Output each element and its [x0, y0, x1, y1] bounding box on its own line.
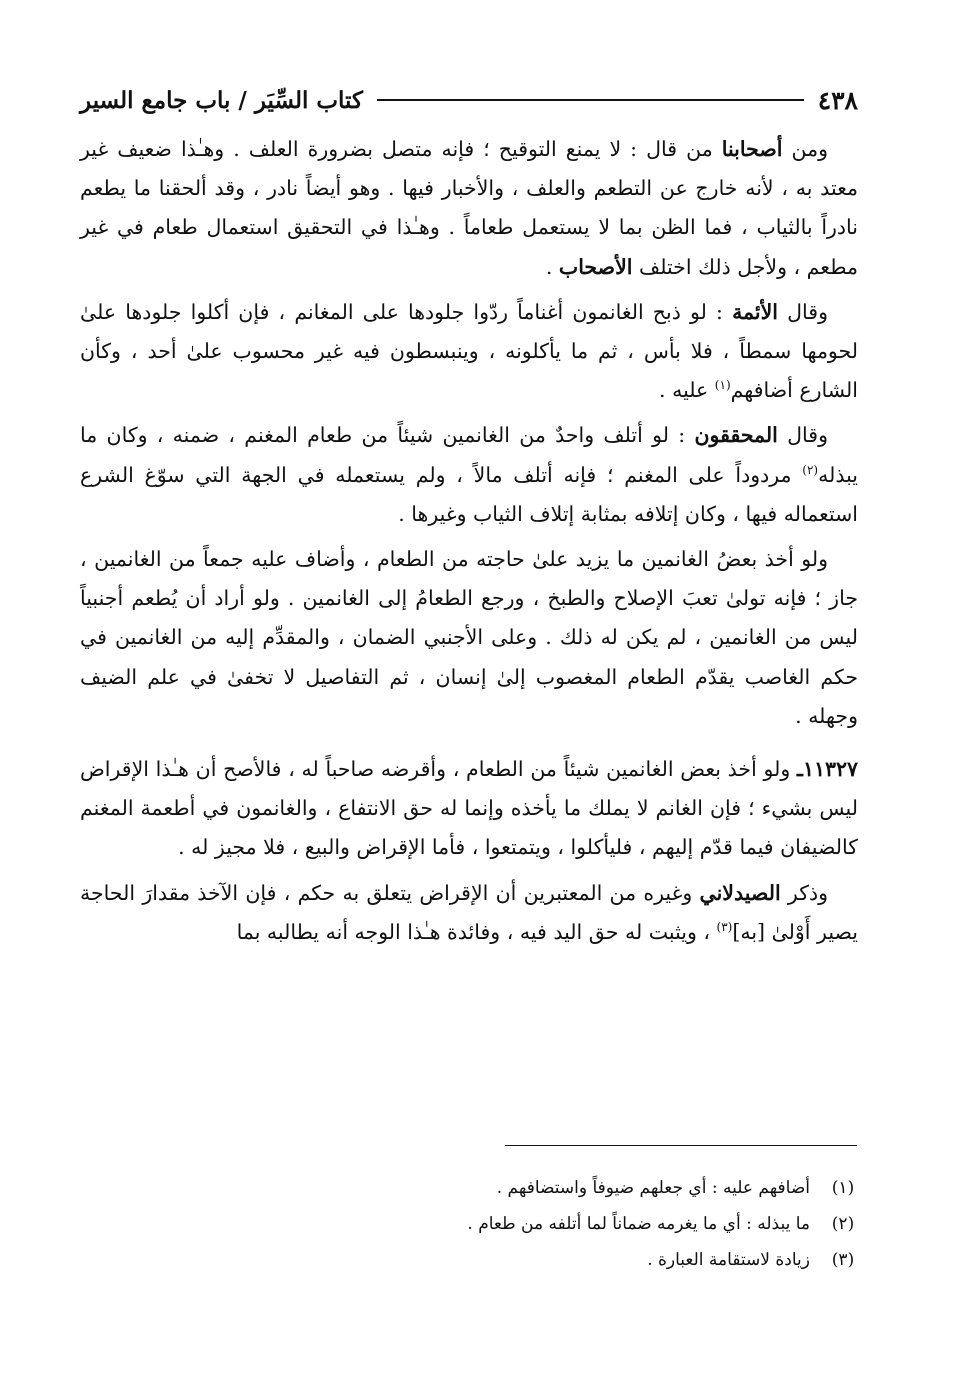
- paragraph: ولو أخذ بعضُ الغانمين ما يزيد علىٰ حاجته من الطعام ، وأضاف عليه جمعاً من الغانمين ، جاز ؛ فإنه تولىٰ تعبَ الإصلاح والطبخ ، ورجع الطعامُ إلى الغانمين . ولو أراد أن يُطعم أجنبياً ليس من الغانمين ، لم يكن له ذلك . وعلى الأجنبي الضمان ، والمقدِّم إليه من الغانمين في حكم الغاصب يقدّم الطعام المغصوب إلىٰ إنسان ، ثم التفاصيل لا تخفىٰ في علم الضيف وجهله .: [80, 547, 858, 728]
- paragraph: وقال المحققون : لو أتلف واحدٌ من الغانمين شيئاً من طعام المغنم ، ضمنه ، وكان ما يبذله$^{(٢)}$ مردوداً على المغنم ؛ فإنه أتلف مالاً ، ولم يستعمله في الجهة التي سوّغ الشرع استعماله فيها ، وكان إتلافه بمثابة إتلاف الثياب وغيرها .: [80, 423, 858, 526]
- main-text: [80, 130, 858, 958]
- running-title: كتاب السِّيَر / باب جامع السير: [80, 86, 363, 114]
- issue-number: ١١٣٢٧ـ: [796, 757, 858, 782]
- page-header: [80, 78, 858, 122]
- footnote-ref: (٢): [802, 462, 819, 477]
- paragraph: وذكر الصيدلاني وغيره من المعتبرين أن الإقراض يتعلق به حكم ، فإن الآخذ مقدارَ الحاجة يصير أَوْلىٰ [به]$^{(٣)}$ ، ويثبت له حق اليد فيه ، وفائدة هـٰذا الوجه أنه يطالبه بما: [80, 880, 858, 944]
- footnote: (٣) زيادة لاستقامة العبارة .: [647, 1250, 855, 1270]
- header-rule: [377, 99, 804, 101]
- footnote: (١) أضافهم عليه : أي جعلهم ضيوفاً واستضافهم .: [496, 1178, 855, 1198]
- footnote-ref: (٣): [716, 920, 733, 935]
- footnote: (٢) ما يبذله : أي ما يغرمه ضماناً لما أتلفه من طعام .: [467, 1214, 855, 1234]
- paragraph: وقال الأئمة : لو ذبح الغانمون أغناماً ردّوا جلودها على المغانم ، فإن أكلوا جلودها علىٰ لحومها سمطاً ، فلا بأس ، ثم ما يأكلونه ، وينبسطون فيه غير محسوب علىٰ أحد ، وكأن الشارع أضافهم$^{(١)}$ عليه .: [80, 299, 858, 403]
- footnotes: [300, 1170, 858, 1278]
- footnote-ref: (١): [714, 378, 731, 393]
- paragraph: ومن أصحابنا من قال : لا يمنع التوقيح ؛ فإنه متصل بضرورة العلف . وهـٰذا ضعيف غير معتد به ، لأنه خارج عن التطعم والعلف ، والأخبار فيها . وهو أيضاً نادر ، وقد ألحقنا ما يطعم نادراً بالثياب ، فما الظن بما لا يستعمل طعاماً . وهـٰذا في التحقيق استعمال طعام في غير مطعم ، ولأجل ذلك اختلف الأصحاب .: [80, 137, 858, 279]
- footnote-rule: [505, 1145, 857, 1146]
- numbered-paragraph: ١١٣٢٧ـ ولو أخذ بعض الغانمين شيئاً من الطعام ، وأقرضه صاحباً له ، فالأصح أن هـٰذا الإقراض ليس بشيء ؛ فإن الغانم لا يملك ما يأخذه وإنما له حق الانتفاع ، والغانمون في أطعمة المغنم كالضيفان فيما قدّم إليهم ، فليأكلوا ، ويتمتعوا ، فأما الإقراض والبيع ، فلا مجيز له .: [80, 757, 858, 860]
- page-number: ٤٣٨: [817, 85, 858, 115]
